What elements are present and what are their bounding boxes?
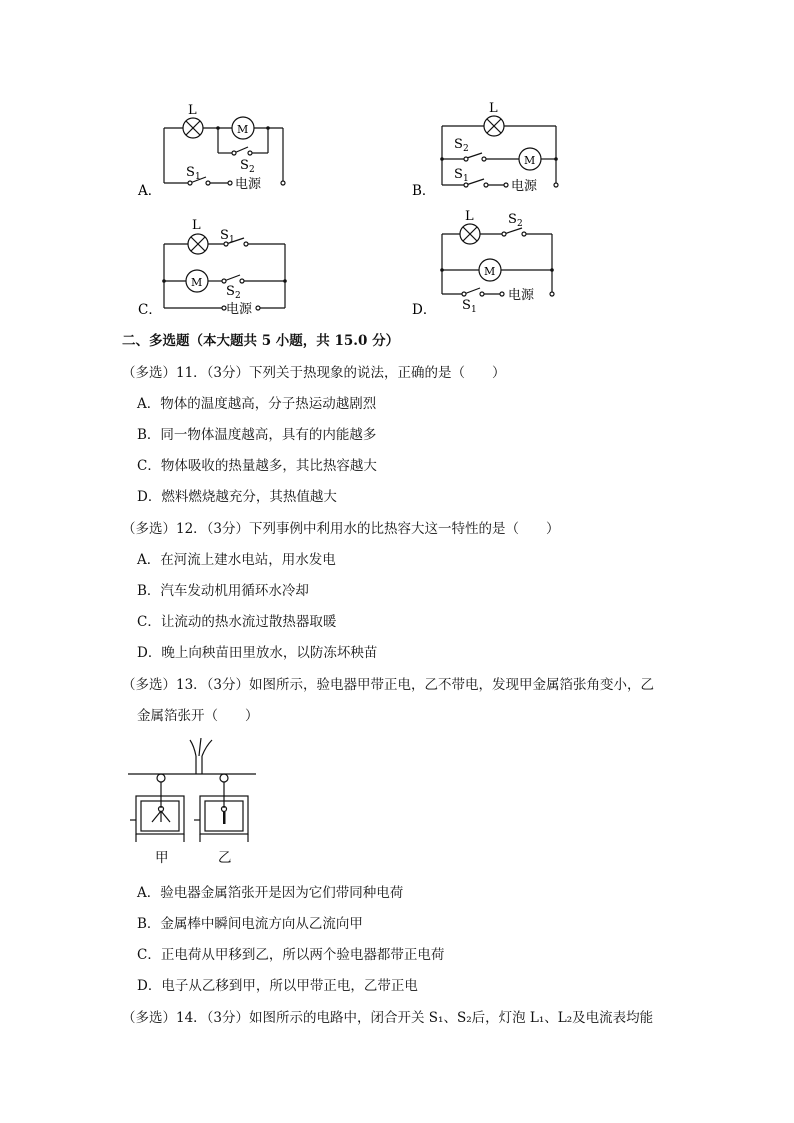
power-source-label: 电源 [511,179,538,194]
circuit-option-a [130,98,290,198]
lamp-label: L [192,218,201,233]
circuit-option-d [408,206,568,320]
q13-option-d: D．电子从乙移到甲，所以甲带正电，乙带正电 [137,978,418,994]
switch-s2-subscript: 2 [235,291,241,301]
question-13-stem-line1: （多选）13．（3分）如图所示，验电器甲带正电，乙不带电，发现甲金属箔张角变小，乙 [122,677,655,693]
q12-option-d: D．晚上向秧苗田里放水，以防冻坏秧苗 [137,645,378,661]
switch-s1-label: S [220,228,229,243]
motor-label: M [524,154,536,167]
lamp-label: L [188,103,197,118]
switch-s2-label: S [240,158,249,173]
q12-option-a: A．在河流上建水电站，用水发电 [137,552,336,568]
switch-s2-label: S [226,284,235,299]
switch-s1-label: S [186,165,195,180]
q13-option-c: C．正电荷从甲移到乙，所以两个验电器都带正电荷 [137,947,445,963]
q11-option-a: A．物体的温度越高，分子热运动越剧烈 [137,396,377,412]
circuit-diagram-d [408,206,568,320]
switch-s2-subscript: 2 [517,219,523,229]
motor-label: M [191,276,203,289]
switch-s1-subscript: 1 [463,174,469,184]
q11-option-b: B．同一物体温度越高，具有的内能越多 [137,427,377,443]
electroscope-figure [128,738,258,868]
q13-option-a: A．验电器金属箔张开是因为它们带同种电荷 [137,885,404,901]
option-letter: B． [412,183,436,198]
lamp-label: L [465,209,474,224]
section-title: 二、多选题（本大题共 5 小题，共 15.0 分） [122,333,400,349]
q12-option-c: C．让流动的热水流过散热器取暖 [137,614,337,630]
motor-label: M [484,265,496,278]
switch-s2-subscript: 2 [463,144,469,154]
circuit-diagram-a [130,98,290,198]
label-yi: 乙 [218,850,232,866]
electroscope-diagram [128,738,258,868]
q12-option-b: B．汽车发动机用循环水冷却 [137,583,309,599]
q11-option-d: D．燃料燃烧越充分，其热值越大 [137,489,337,505]
switch-s1-subscript: 1 [195,172,201,182]
switch-s2-subscript: 2 [249,165,255,175]
question-11-stem: （多选）11．（3分）下列关于热现象的说法，正确的是（ ） [122,365,506,381]
circuit-option-b [408,98,568,198]
switch-s1-label: S [454,167,463,182]
switch-s2-label: S [508,212,517,227]
q11-option-c: C．物体吸收的热量越多，其比热容越大 [137,458,377,474]
circuit-diagram-b [408,98,568,198]
question-12-stem: （多选）12．（3分）下列事例中利用水的比热容大这一特性的是（ ） [122,521,560,537]
power-source-label: 电源 [226,302,253,317]
motor-label: M [237,123,249,136]
switch-s2-label: S [454,137,463,152]
switch-s1-subscript: 1 [229,235,235,245]
q13-option-b: B．金属棒中瞬间电流方向从乙流向甲 [137,916,363,932]
switch-s1-subscript: 1 [471,305,477,315]
circuit-option-c [130,212,290,320]
power-source-label: 电源 [508,288,535,303]
lamp-label: L [489,101,498,116]
question-14-stem: （多选）14．（3分）如图所示的电路中，闭合开关 S₁、S₂后，灯泡 L₁、L₂及电流表均能 [122,1010,654,1026]
circuit-diagram-c [130,212,290,320]
power-source-label: 电源 [235,177,262,192]
option-letter: C． [138,302,162,318]
option-letter: D． [412,302,437,318]
switch-s1-label: S [462,298,471,313]
question-13-stem-line2: 金属箔张开（ ） [137,708,259,724]
label-jia: 甲 [155,850,169,866]
option-letter: A． [138,183,162,198]
